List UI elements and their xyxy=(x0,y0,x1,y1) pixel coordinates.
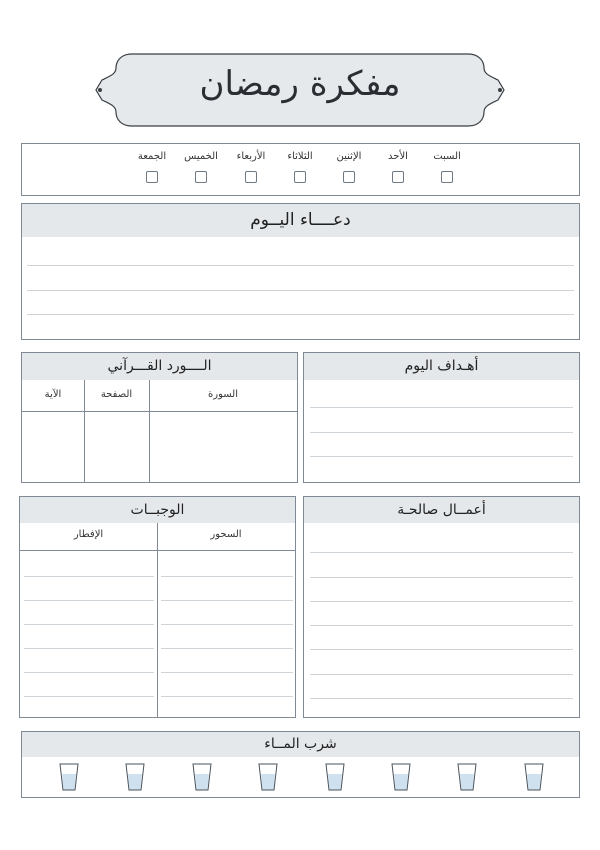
dua-line[interactable] xyxy=(27,314,574,315)
day-checkbox[interactable] xyxy=(146,171,158,183)
good-deed-line[interactable] xyxy=(310,698,573,699)
meal-line[interactable] xyxy=(24,672,154,673)
water-cup-icon[interactable] xyxy=(390,762,412,792)
meal-line[interactable] xyxy=(161,672,293,673)
quran-header xyxy=(22,353,297,380)
day-label: الأحد xyxy=(388,151,408,162)
water-cup-icon[interactable] xyxy=(523,762,545,792)
meals-title: الوجبــات xyxy=(130,502,185,518)
good-deed-line[interactable] xyxy=(310,625,573,626)
water-header xyxy=(22,732,579,757)
good-deed-line[interactable] xyxy=(310,577,573,578)
water-cups-row xyxy=(22,762,579,794)
good-deed-line[interactable] xyxy=(310,674,573,675)
day-checkbox[interactable] xyxy=(294,171,306,183)
meals-col-suhoor: السحور xyxy=(210,529,242,540)
title-banner xyxy=(90,50,510,130)
goals-box xyxy=(303,352,580,483)
day-checkbox[interactable] xyxy=(392,171,404,183)
water-title: شرب المــاء xyxy=(264,736,337,752)
meal-line[interactable] xyxy=(161,600,293,601)
water-cup-icon[interactable] xyxy=(257,762,279,792)
quran-col-surah: السورة xyxy=(208,389,238,400)
good-deed-line[interactable] xyxy=(310,601,573,602)
meal-line[interactable] xyxy=(161,576,293,577)
page-title: مفكرة رمضان xyxy=(199,64,401,104)
quran-box xyxy=(21,352,298,483)
meals-box xyxy=(19,496,296,718)
quran-header-divider xyxy=(22,411,297,412)
dua-line[interactable] xyxy=(27,265,574,266)
water-cup-icon[interactable] xyxy=(124,762,146,792)
goals-line[interactable] xyxy=(310,456,573,457)
good-deed-line[interactable] xyxy=(310,649,573,650)
goals-title: أهـداف اليوم xyxy=(404,358,479,374)
meal-line[interactable] xyxy=(24,600,154,601)
water-cup-icon[interactable] xyxy=(191,762,213,792)
good-deeds-box xyxy=(303,496,580,718)
day-label: الأربعاء xyxy=(236,151,266,162)
day-checkbox[interactable] xyxy=(245,171,257,183)
quran-col-ayah: الآية xyxy=(44,389,62,400)
water-cup-icon[interactable] xyxy=(456,762,478,792)
good-deeds-title: أعمــال صالحـة xyxy=(397,502,486,518)
meal-line[interactable] xyxy=(24,648,154,649)
dua-header xyxy=(22,204,579,237)
meal-line[interactable] xyxy=(24,696,154,697)
meals-lines xyxy=(20,497,295,717)
goals-header xyxy=(304,353,579,380)
days-box xyxy=(21,143,580,196)
good-deeds-lines xyxy=(304,497,579,717)
water-cup-icon[interactable] xyxy=(58,762,80,792)
good-deed-line[interactable] xyxy=(310,552,573,553)
meals-col-iftar: الإفطار xyxy=(73,529,104,540)
day-label: الخميس xyxy=(184,151,218,162)
dua-line[interactable] xyxy=(27,290,574,291)
day-label: الإثنين xyxy=(336,151,362,162)
day-checkbox[interactable] xyxy=(343,171,355,183)
meal-line[interactable] xyxy=(161,624,293,625)
dua-title: دعــــاء اليــوم xyxy=(250,210,351,230)
goals-line[interactable] xyxy=(310,407,573,408)
meal-line[interactable] xyxy=(24,576,154,577)
quran-title: الــــورد القـــرآني xyxy=(107,358,212,374)
meal-line[interactable] xyxy=(161,648,293,649)
water-cup-icon[interactable] xyxy=(324,762,346,792)
quran-col-page: الصفحة xyxy=(100,389,133,400)
day-checkbox[interactable] xyxy=(195,171,207,183)
meal-line[interactable] xyxy=(161,696,293,697)
day-label: الجمعة xyxy=(137,151,167,162)
day-checkbox[interactable] xyxy=(441,171,453,183)
goals-line[interactable] xyxy=(310,432,573,433)
dua-box xyxy=(21,203,580,340)
day-label: السبت xyxy=(433,151,461,162)
water-box xyxy=(21,731,580,798)
meal-line[interactable] xyxy=(24,624,154,625)
days-row xyxy=(22,144,579,195)
day-label: الثلاثاء xyxy=(287,151,313,162)
